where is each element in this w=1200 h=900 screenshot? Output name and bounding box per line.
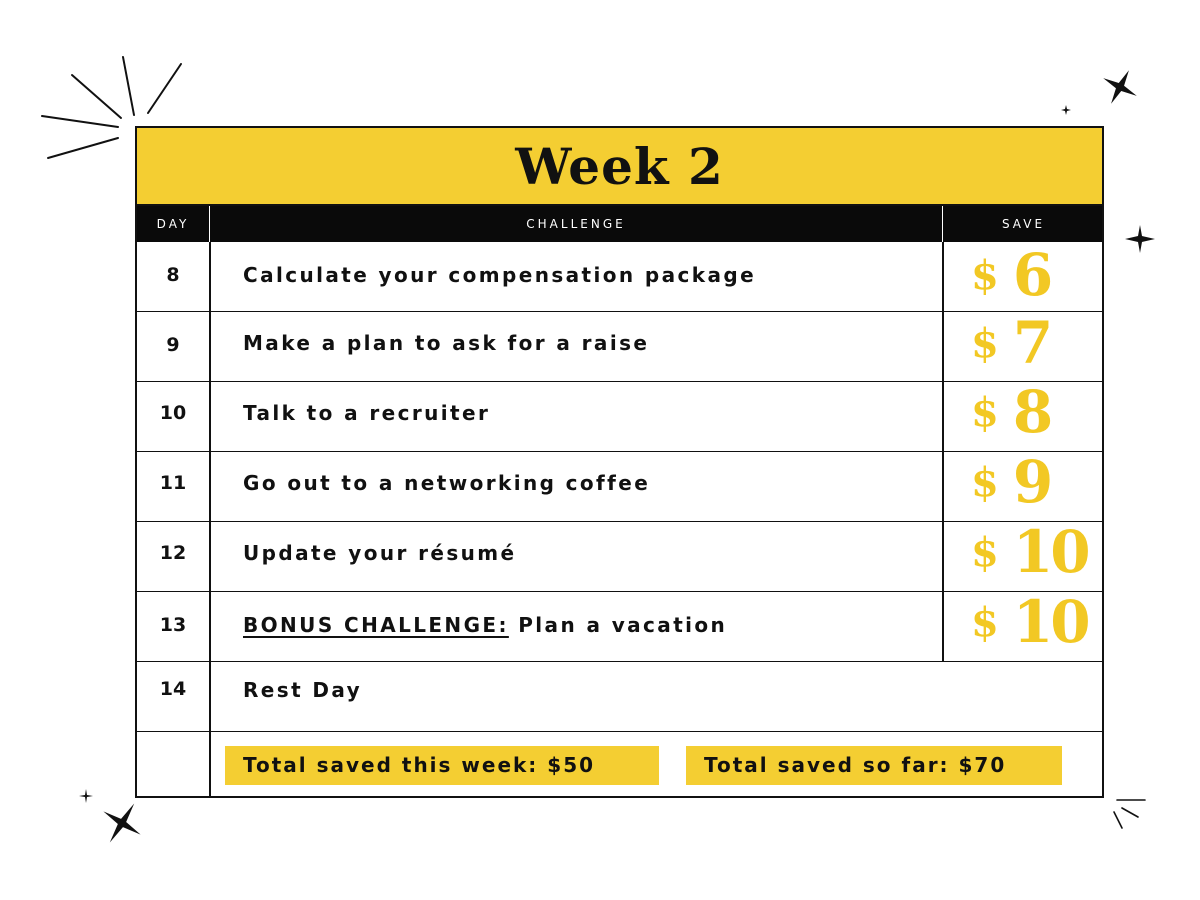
day-number: 11 [159,472,187,494]
save-amount [971,241,1050,309]
total-so-far-badge: Total saved so far: $70 [686,746,1062,785]
amount-value: 7 [1012,309,1051,377]
challenge-card [135,126,1104,798]
challenge-text: Talk to a recruiter [243,401,491,425]
sparkle-icon [79,789,93,803]
table-header [137,206,1102,242]
dollar-sign: $ [971,252,999,299]
table-row [137,309,1102,382]
sparkle-icon [1094,61,1145,112]
challenge-text: Make a plan to ask for a raise [243,331,650,355]
challenge-text: Calculate your compensation package [243,263,757,287]
dollar-sign: $ [971,459,999,506]
amount-value: 9 [1012,448,1051,516]
sparkle-icon [1061,105,1071,115]
save-amount [971,448,1050,516]
sparkle-icon [91,792,153,854]
header-challenge: CHALLENGE [526,217,626,231]
table-row [137,518,1102,592]
table-row [137,242,1102,312]
dollar-sign: $ [971,389,999,436]
dollar-sign: $ [971,599,999,646]
save-amount [971,309,1050,377]
burst-lines-icon [1114,800,1145,828]
challenge-text: Update your résumé [243,541,517,565]
column-divider [942,242,944,662]
day-number: 12 [159,542,187,564]
total-week-badge: Total saved this week: $50 [225,746,659,785]
day-number: 14 [159,678,187,700]
save-amount [971,518,1088,586]
bonus-label: BONUS CHALLENGE: [243,613,509,637]
header-day: DAY [156,217,190,231]
amount-value: 8 [1012,378,1051,446]
amount-value: 10 [1012,518,1088,586]
day-number: 9 [166,334,180,356]
day-number: 13 [159,614,187,636]
table-row [137,448,1102,522]
challenge-text: Go out to a networking coffee [243,471,651,495]
amount-value: 10 [1012,588,1088,656]
bonus-challenge-text: Plan a vacation [518,613,728,637]
column-divider [209,242,211,798]
challenge-text: Rest Day [243,678,363,702]
save-amount [971,378,1050,446]
page-title: Week 2 [515,136,724,196]
sparkle-icon [1125,225,1155,253]
challenge-text [243,613,727,637]
day-number: 10 [159,402,187,424]
day-number: 8 [166,264,180,286]
header-save: SAVE [1001,217,1046,231]
save-amount [971,588,1088,656]
dollar-sign: $ [971,529,999,576]
title-bar [137,128,1102,206]
table-row [137,378,1102,452]
dollar-sign: $ [971,320,999,367]
table-row [137,588,1102,662]
amount-value: 6 [1012,241,1051,309]
table-row [137,662,1102,732]
